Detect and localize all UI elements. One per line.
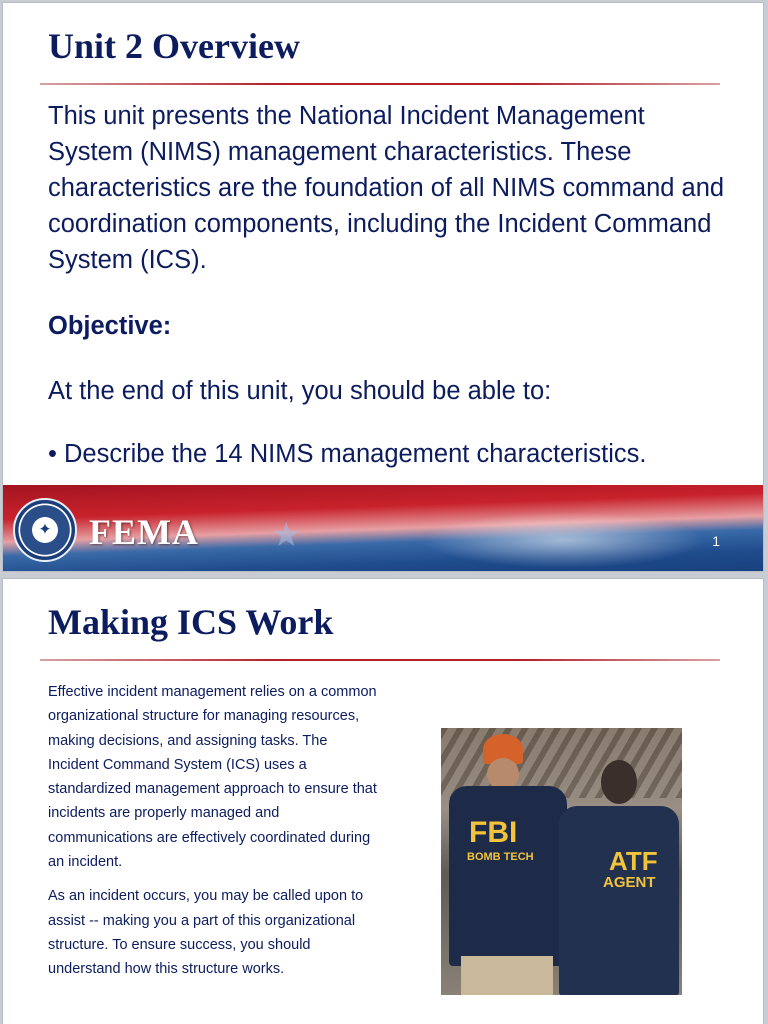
title-divider [40, 659, 720, 661]
slide-title: Making ICS Work [48, 602, 334, 642]
objective-lead-in: At the end of this unit, you should be able to: [48, 377, 552, 405]
agents-photo [441, 728, 682, 995]
slide-unit-2-overview [2, 2, 764, 572]
fema-banner [3, 485, 764, 572]
intro-paragraph: This unit presents the National Incident Management System (NIMS) management characteristics. These characteristics are the foundation of all NIMS command and coordination components, including the Incident Command System (ICS). [48, 102, 725, 274]
title-divider [40, 83, 720, 85]
dhs-seal-icon: ✦ [13, 498, 77, 562]
agent-pants [461, 956, 553, 995]
fema-logo-text: FEMA [89, 512, 199, 552]
objective-bullet: • Describe the 14 NIMS management characteristics. [48, 440, 647, 468]
fbi-patch: FBI [469, 816, 518, 849]
agent-head [601, 760, 637, 804]
slide-title: Unit 2 Overview [48, 26, 300, 66]
paragraph: As an incident occurs, you may be called upon to assist -- making you a part of this organizational structure. To ensure success, you should understand how this structure works. [48, 888, 364, 978]
star-icon: ★ [271, 516, 302, 554]
paragraph: Effective incident management relies on a common organizational structure for managing resources, making decisions, and assigning tasks. The Incident Command System (ICS) uses a standardized management approach to ensure that incidents are properly managed and communications are effectively coordinated during an incident. [48, 684, 377, 871]
atf-patch: ATF [609, 846, 658, 876]
fbi-jacket [449, 786, 567, 966]
slide-making-ics-work [2, 578, 764, 1024]
page-number: 1 [712, 533, 720, 549]
ics-description [48, 680, 378, 992]
agent-patch: AGENT [603, 874, 656, 891]
objective-label: Objective: [48, 312, 172, 340]
atf-jacket [559, 806, 679, 995]
bomb-tech-patch: BOMB TECH [467, 851, 534, 863]
